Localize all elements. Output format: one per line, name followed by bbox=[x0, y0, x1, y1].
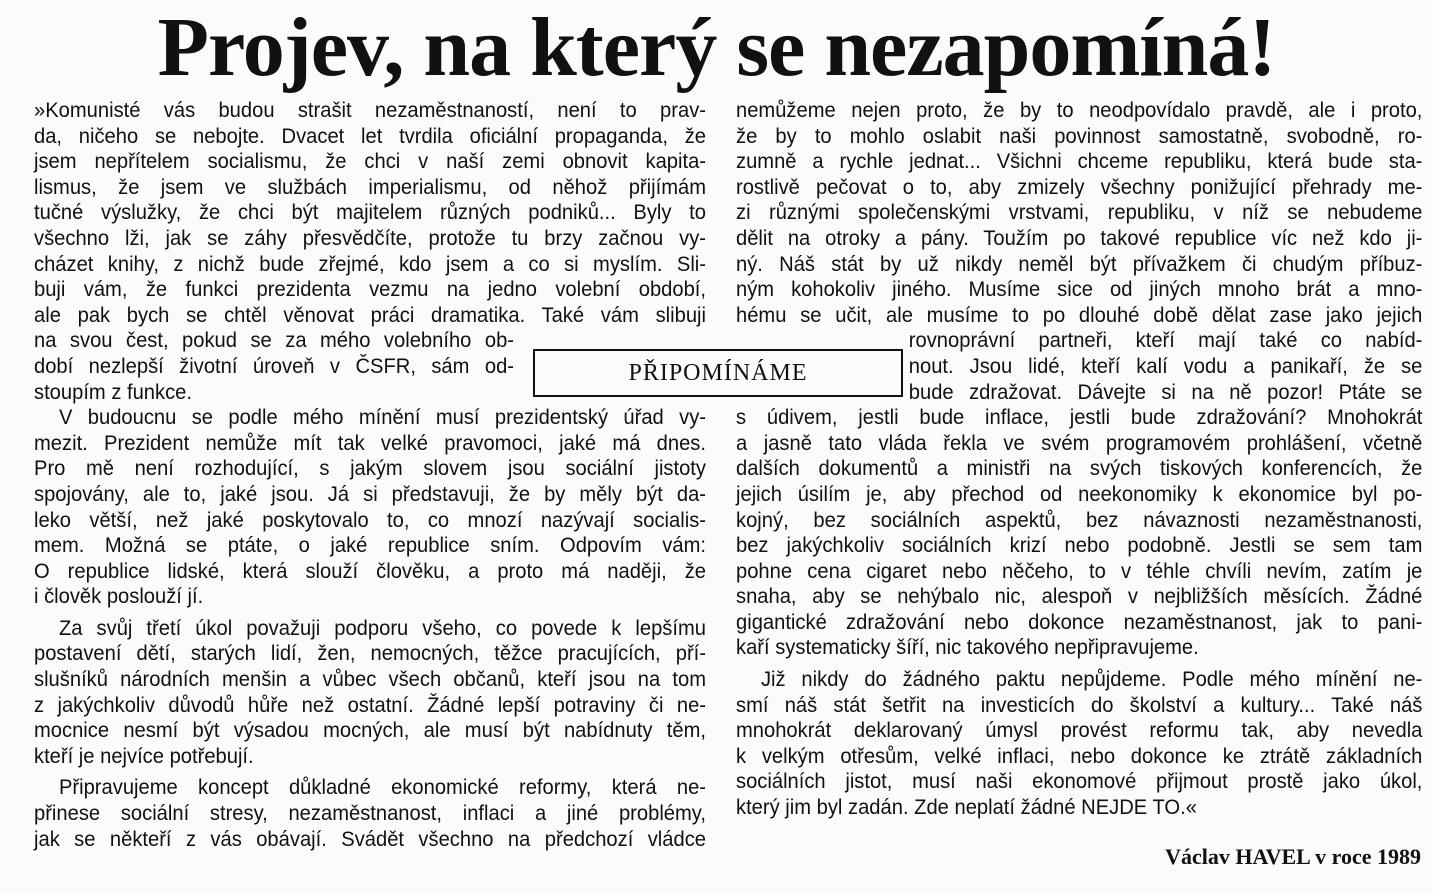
text-line: kteří je nejvíce potřebují. bbox=[34, 744, 254, 768]
text-line: Za svůj třetí úkol považuji podporu všeho, co povede k lepšímu bbox=[58, 616, 706, 640]
text-line: slušníků národních menšin a vůbec všech občanů, kteří jsou na tom bbox=[34, 668, 706, 692]
text-line: mocnice nesmí být výsadou mocných, ale musí být nabídnuty těm, bbox=[34, 719, 706, 743]
text-line: který jim byl zadán. Zde neplatí žádné NEJDE TO.« bbox=[736, 796, 1197, 820]
text-line: smí náš stát šetřit na investicích do školství a kultury... Také náš bbox=[736, 693, 1423, 717]
text-line: snaha, aby se nehýbalo nic, alespoň v nejbližších měsících. Žádné bbox=[736, 585, 1423, 609]
text-line: Připravujeme koncept důkladné ekonomické reformy, která ne- bbox=[58, 776, 706, 800]
text-line: k velkým otřesům, velké inflaci, nebo dokonce ke ztrátě základních bbox=[736, 744, 1423, 768]
text-line: lismus, že jsem ve službách imperialismu, od něhož přijímám bbox=[34, 175, 706, 199]
text-line: leko větší, než jaké poskytovalo to, co mnozí nazývají socialis- bbox=[34, 508, 706, 532]
text-line: zi různými společenskými vrstvami, republiku, v níž se nebudeme bbox=[736, 201, 1423, 225]
text-line: V budoucnu se podle mého mínění musí prezidentský úřad vy- bbox=[58, 406, 706, 430]
text-line: sociálních jistot, musí naši ekonomové přijmout prostě jako úkol, bbox=[736, 770, 1423, 794]
text-line: všechno lži, jak se záhy přesvědčíte, protože tu brzy začnou vy- bbox=[34, 226, 706, 250]
text-line: mnohokrát deklarovaný úmysl provést reformu tak, aby nevedla bbox=[736, 719, 1423, 743]
text-line: dobí nezlepší životní úroveň v ČSFR, sám od- bbox=[34, 354, 514, 378]
article-right-column bbox=[736, 98, 1422, 821]
text-line: stoupím z funkce. bbox=[34, 380, 192, 404]
text-line: tučné výslužky, že chci být majitelem různých podniků... Byly to bbox=[34, 201, 706, 225]
text-line: spojovány, ale to, jaké jsou. Já si představuji, že by měly být da- bbox=[34, 482, 706, 506]
text-line: bude zdražovat. Dávejte si na ně pozor! Ptáte se bbox=[908, 380, 1423, 404]
text-line: s údivem, jestli bude inflace, jestli bude zdražování? Mnohokrát bbox=[736, 406, 1423, 430]
text-line: cházet knihy, z nichž bude zřejmé, kdo jsem a co si myslím. Sli- bbox=[34, 252, 706, 276]
text-line: gigantické zdražování nebo dokonce nezaměstnanost, jak to pani- bbox=[736, 610, 1423, 634]
text-line: pohne cena cigaret nebo něčeho, to v téhle chvíli nevím, zatím je bbox=[736, 559, 1423, 583]
text-line: Pro mě není rozhodující, s jakým slovem jsou sociální jistoty bbox=[34, 457, 706, 481]
text-line: a jasně tato vláda řekla ve svém programovém prohlášení, včetně bbox=[736, 431, 1423, 455]
text-line: dělit na otroky a pány. Toužím po takové republice víc než kdo ji- bbox=[736, 226, 1423, 250]
section-label-box bbox=[533, 349, 903, 397]
text-line: hému se učit, ale musíme to po dlouhé době dělat zase jako jejich bbox=[736, 303, 1423, 327]
text-line: mezit. Prezident nemůže mít tak velké pravomoci, jaké má dnes. bbox=[34, 431, 706, 455]
text-line: ale pak bych se chtěl věnovat práci dramatika. Také vám slibuji bbox=[34, 303, 706, 327]
text-line: mem. Možná se ptáte, o jaké republice sním. Odpovím vám: bbox=[34, 534, 706, 558]
text-line: dalších dokumentů a ministři na svých tiskových konferencích, že bbox=[736, 457, 1423, 481]
text-line: z jakýchkoliv důvodů hůře než ostatní. Žádné lepší potraviny či ne- bbox=[34, 693, 706, 717]
text-line: nout. Jsou lidé, kteří kalí vodu a panikaří, že se bbox=[908, 354, 1423, 378]
text-line: Již nikdy do žádného paktu nepůjdeme. Podle mého mínění ne- bbox=[760, 668, 1423, 692]
text-line: buji vám, že funkci prezidenta vezmu na jedno volební období, bbox=[34, 278, 706, 302]
text-line: přinese sociální stresy, nezaměstnanost, inflaci a jiné problémy, bbox=[34, 802, 706, 826]
text-line: kaří systematicky šíří, nic takového nepřipravujeme. bbox=[736, 636, 1199, 660]
text-line: bez jakýchkoliv sociálních krizí nebo podobně. Jestli se sem tam bbox=[736, 534, 1423, 558]
text-line: že by to mohlo oslabit naši povinnost samostatně, svobodně, ro- bbox=[736, 124, 1423, 148]
text-line: nemůžeme nejen proto, že by to neodpovídalo pravdě, ale i proto, bbox=[736, 99, 1423, 122]
text-line: ný. Náš stát by už nikdy neměl být přívažkem či chudým příbuz- bbox=[736, 252, 1423, 276]
text-line: ným kohokoliv jiného. Musíme sice od jiných mnoho brát a mno- bbox=[736, 278, 1423, 302]
text-line: rostlivě pečovat o to, aby zmizely všechny ponižující přehrady me- bbox=[736, 175, 1423, 199]
text-line: na svou čest, pokud se za mého volebního ob- bbox=[34, 329, 514, 353]
text-line: rovnoprávní partneři, kteří mají také co nabíd- bbox=[908, 329, 1423, 353]
text-line: postavení dětí, starých lidí, žen, nemocných, těžce pracujících, pří- bbox=[34, 642, 706, 666]
text-line: »Komunisté vás budou strašit nezaměstnaností, není to prav- bbox=[34, 99, 706, 122]
text-line: jak se někteří z vás obávají. Svádět všechno na předchozí vládce bbox=[34, 827, 706, 851]
text-line: jsem nepřítelem socialismu, že chci v naší zemi obnovit kapita- bbox=[34, 150, 706, 174]
text-line: O republice lidské, která slouží člověku, a proto má naději, že bbox=[34, 559, 706, 583]
text-line: kojný, bez sociálních aspektů, bez návaznosti nezaměstnanosti, bbox=[736, 508, 1423, 532]
article-left-column bbox=[34, 98, 706, 852]
article-signature: Václav HAVEL v roce 1989 bbox=[1165, 844, 1421, 869]
section-label: PŘIPOMÍNÁME bbox=[628, 359, 808, 386]
text-line: zumně a rychle jednat... Všichni chceme republiku, která bude sta- bbox=[736, 150, 1423, 174]
text-line: i člověk poslouží jí. bbox=[34, 585, 204, 609]
text-line: da, ničeho se nebojte. Dvacet let tvrdila oficiální propaganda, že bbox=[34, 124, 706, 148]
text-line: jejich úsilím je, aby přechod od neekonomiky k ekonomice byl po- bbox=[736, 482, 1423, 506]
article-headline: Projev, na který se nezapomíná! bbox=[157, 1, 1276, 94]
